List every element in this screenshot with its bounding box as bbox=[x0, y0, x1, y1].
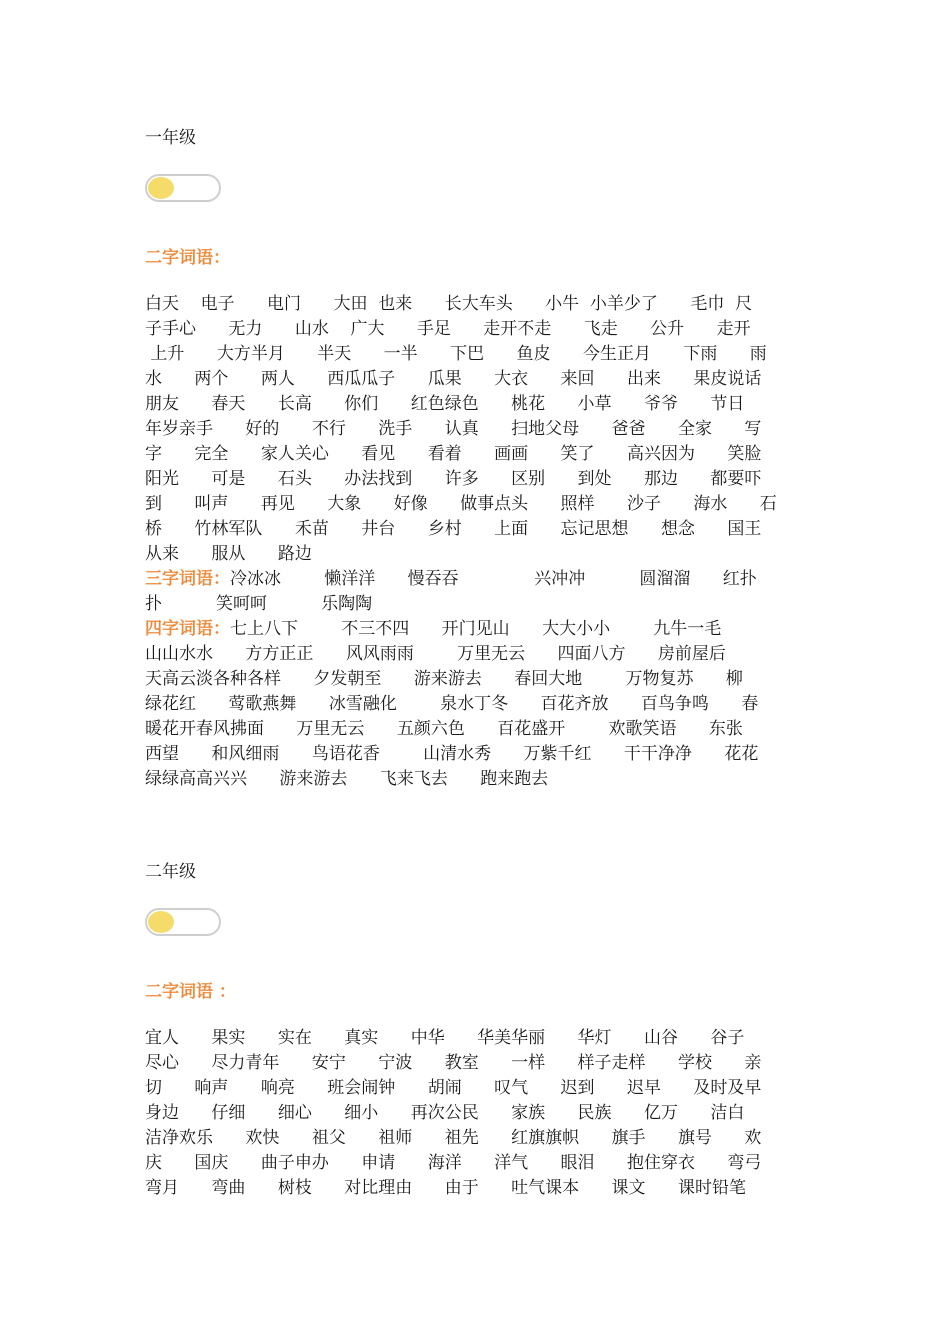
word-line: 绿花红 莺歌燕舞 冰雪融化 泉水丁冬 百花齐放 百鸟争鸣 春 bbox=[145, 694, 759, 714]
word-line: 庆 国庆 曲子申办 申请 海洋 洋气 眼泪 抱住穿衣 弯弓 bbox=[145, 1153, 762, 1173]
word-line: 暖花开春风拂面 万里无云 五颜六色 百花盛开 欢歌笑语 东张 bbox=[145, 719, 743, 739]
grade1-toggle[interactable] bbox=[145, 174, 221, 202]
word-line: 子手心 无力 山水 广大 手足 走开不走 飞走 公升 走开 bbox=[145, 319, 751, 339]
word-line: 扑 笑呵呵 乐陶陶 bbox=[145, 594, 373, 614]
three-char-words: 冷冰冰 懒洋洋 慢吞吞 兴冲冲 圆溜溜 红扑 bbox=[230, 569, 757, 589]
grade2-title: 二年级 bbox=[145, 862, 196, 882]
word-line: 白天 电子 电门 大田 也来 长大车头 小牛 小羊少了 毛巾 尺 bbox=[145, 294, 753, 314]
word-line: 尽心 尽力青年 安宁 宁波 教室 一样 样子走样 学校 亲 bbox=[145, 1053, 762, 1073]
grade1-two-char-heading: 二字词语： bbox=[145, 248, 230, 268]
word-line: 从来 服从 路边 bbox=[145, 544, 312, 564]
grade2-toggle[interactable] bbox=[145, 908, 221, 936]
grade1-title: 一年级 bbox=[145, 128, 196, 148]
word-line: 山山水水 方方正正 风风雨雨 万里无云 四面八方 房前屋后 bbox=[145, 644, 726, 664]
toggle-knob bbox=[148, 177, 174, 199]
word-line: 年岁亲手 好的 不行 洗手 认真 扫地父母 爸爸 全家 写 bbox=[145, 419, 762, 439]
word-line: 弯月 弯曲 树枝 对比理由 由于 吐气课本 课文 课时铅笔 bbox=[145, 1178, 746, 1198]
word-line: 身边 仔细 细心 细小 再次公民 家族 民族 亿万 洁白 bbox=[145, 1103, 745, 1123]
three-char-heading: 三字词语： bbox=[145, 569, 230, 589]
grade2-two-char-heading: 二字词语 ： bbox=[145, 982, 236, 1002]
four-char-heading: 四字词语： bbox=[145, 619, 230, 639]
word-line: 到 叫声 再见 大象 好像 做事点头 照样 沙子 海水 石 bbox=[145, 494, 777, 514]
word-line: 字 完全 家人关心 看见 看着 画画 笑了 高兴因为 笑脸 bbox=[145, 444, 762, 464]
word-line: 上升 大方半月 半天 一半 下巴 鱼皮 今生正月 下雨 雨 bbox=[145, 344, 767, 364]
toggle-knob bbox=[148, 911, 174, 933]
word-line: 朋友 春天 长高 你们 红色绿色 桃花 小草 爷爷 节日 bbox=[145, 394, 745, 414]
four-char-line bbox=[145, 619, 805, 639]
word-line: 水 两个 两人 西瓜瓜子 瓜果 大衣 来回 出来 果皮说话 bbox=[145, 369, 762, 389]
three-char-line bbox=[145, 569, 805, 589]
word-line: 宜人 果实 实在 真实 中华 华美华丽 华灯 山谷 谷子 bbox=[145, 1028, 745, 1048]
four-char-words: 七上八下 不三不四 开门见山 大大小小 九牛一毛 bbox=[230, 619, 722, 639]
word-line: 桥 竹林军队 禾苗 井台 乡村 上面 忘记思想 想念 国王 bbox=[145, 519, 762, 539]
word-line: 西望 和风细雨 鸟语花香 山清水秀 万紫千红 干干净净 花花 bbox=[145, 744, 759, 764]
word-line: 阳光 可是 石头 办法找到 许多 区别 到处 那边 都要吓 bbox=[145, 469, 762, 489]
word-line: 绿绿高高兴兴 游来游去 飞来飞去 跑来跑去 bbox=[145, 769, 549, 789]
word-line: 切 响声 响亮 班会闹钟 胡闹 叹气 迟到 迟早 及时及早 bbox=[145, 1078, 762, 1098]
word-line: 天高云淡各种各样 夕发朝至 游来游去 春回大地 万物复苏 柳 bbox=[145, 669, 743, 689]
word-line: 洁净欢乐 欢快 祖父 祖师 祖先 红旗旗帜 旗手 旗号 欢 bbox=[145, 1128, 762, 1148]
